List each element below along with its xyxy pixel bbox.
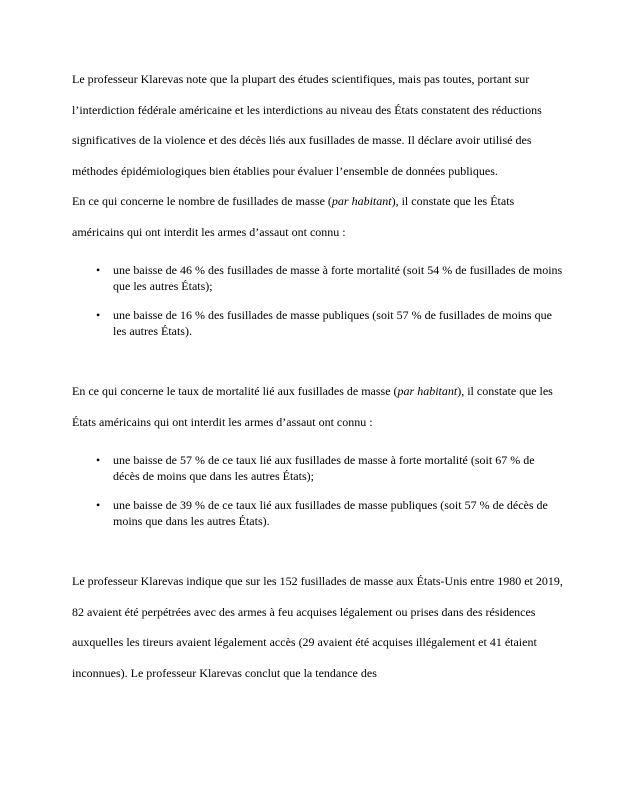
bullet-list-fusillades	[72, 263, 564, 339]
italic-phrase-par-habitant: par habitant	[331, 194, 392, 208]
list-item-text: une baisse de 46 % des fusillades de masse à forte mortalité (soit 54 % de fusillades de moins que les autres États);	[113, 263, 563, 293]
paragraph-nombre-fusillades	[72, 186, 564, 247]
paragraph-taux-mortalite	[72, 376, 564, 437]
paragraph-text-after-italic: ), il constate que les États américains qui ont interdit les armes d’assaut ont connu :	[72, 384, 553, 429]
paragraph-text-before-italic: En ce qui concerne le nombre de fusillades de masse (	[72, 194, 332, 208]
list-item-text: une baisse de 39 % de ce taux lié aux fusillades de masse publiques (soit 57 % de décès de moins que dans les autres États).	[113, 498, 548, 528]
document-body	[72, 64, 564, 688]
paragraph-conclusion-152-fusillades	[72, 566, 564, 688]
bullet-list-taux	[72, 453, 564, 529]
bullet-icon: •	[96, 453, 101, 467]
paragraph-text-after-italic: ), il constate que les États américains qui ont interdit les armes d’assaut ont connu :	[72, 194, 515, 239]
list-item-text: une baisse de 16 % des fusillades de masse publiques (soit 57 % de fusillades de moins que les autres États).	[113, 308, 552, 338]
list-item	[72, 308, 564, 339]
list-item-text: une baisse de 57 % de ce taux lié aux fusillades de masse à forte mortalité (soit 67 % de décès de moins que dans les autres États);	[113, 453, 535, 483]
bullet-icon: •	[96, 308, 101, 322]
list-item	[72, 498, 564, 529]
paragraph-text: Le professeur Klarevas indique que sur les 152 fusillades de masse aux États-Unis entre 1980 et 2019, 82 avaient été perpétrées avec des armes à feu acquises légalement ou prises dans des résidences auxquelles les tireurs avaient légalement accès (29 avaient été acquises illégalement et 41 étaient inconnues). Le professeur Klarevas conclut que la tendance des	[72, 574, 563, 680]
list-item	[72, 453, 564, 484]
bullet-icon: •	[96, 498, 101, 512]
paragraph-text: Le professeur Klarevas note que la plupart des études scientifiques, mais pas toutes, portant sur l’interdiction fédérale américaine et les interdictions au niveau des États constatent des réductions significatives de la violence et des décès liés aux fusillades de masse. Il déclare avoir utilisé des méthodes épidémiologiques bien établies pour évaluer l’ensemble de données publiques.	[72, 72, 542, 178]
paragraph-text-before-italic: En ce qui concerne le taux de mortalité lié aux fusillades de masse (	[72, 384, 398, 398]
paragraph-klarevas-studies	[72, 64, 564, 186]
italic-phrase-par-habitant: par habitant	[397, 384, 458, 398]
list-item	[72, 263, 564, 294]
bullet-icon: •	[96, 263, 101, 277]
